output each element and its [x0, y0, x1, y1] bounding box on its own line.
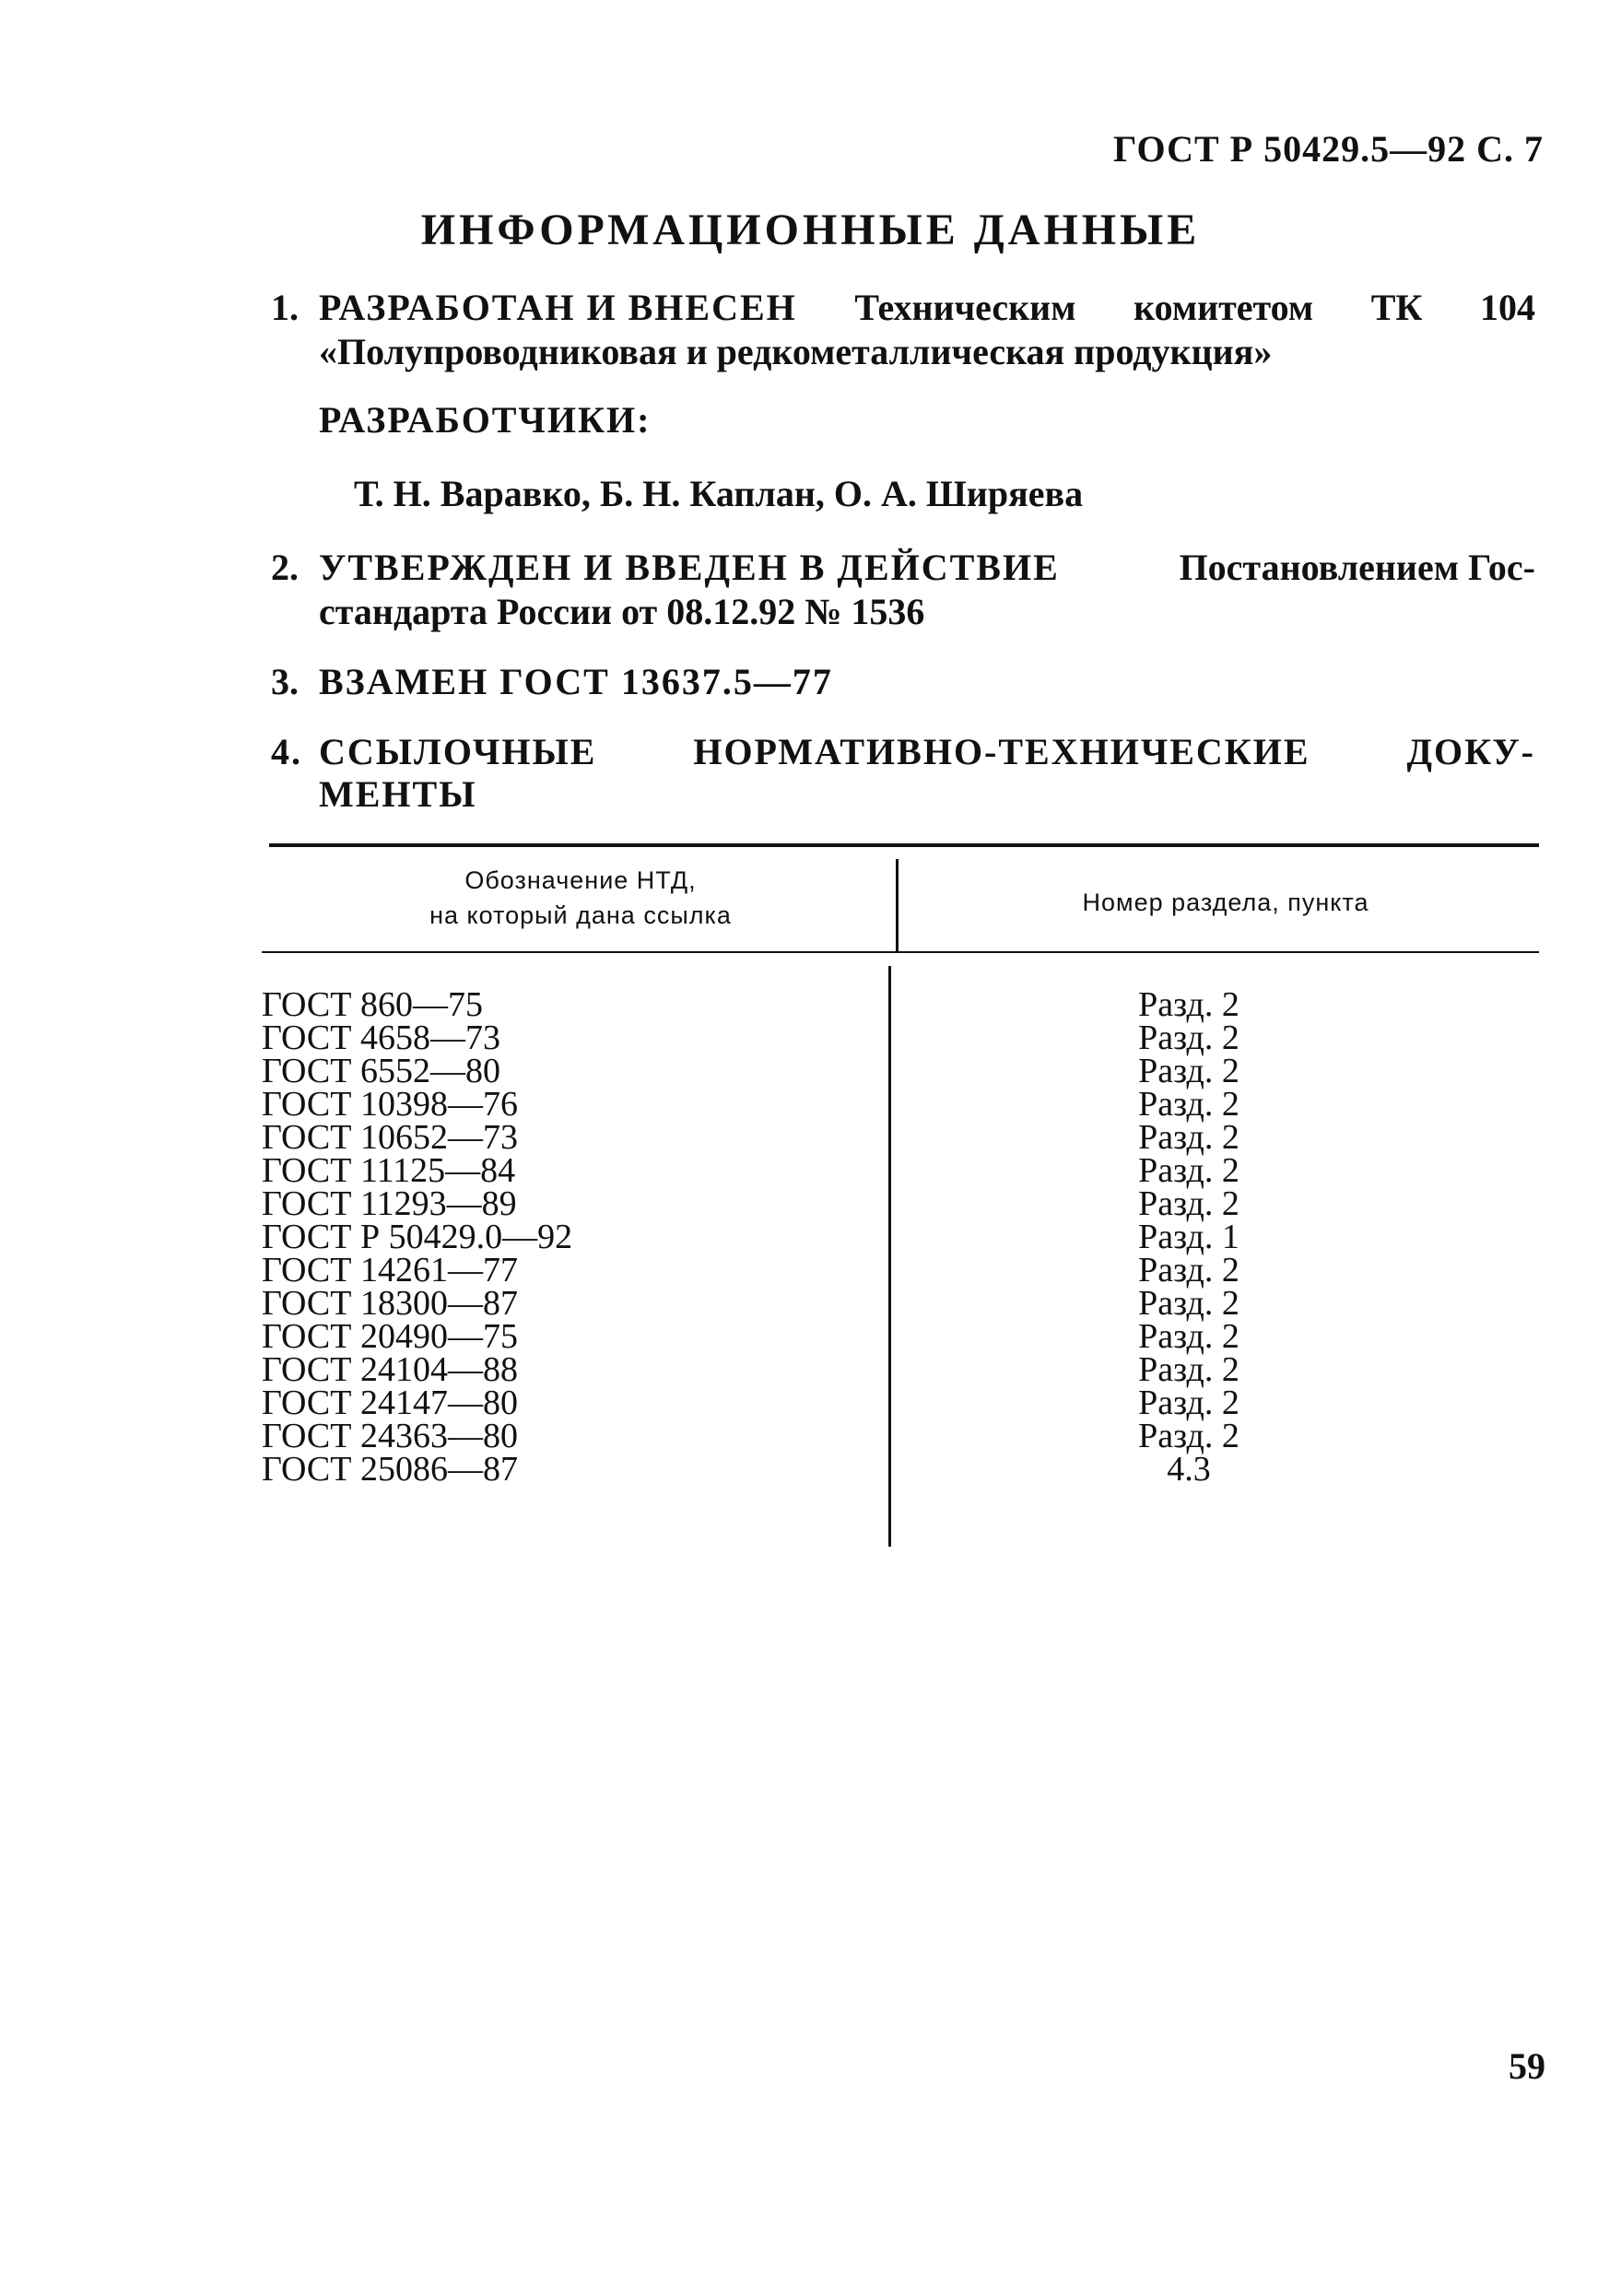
item-1-line-2: «Полупроводниковая и редкометаллическая продукция»: [319, 331, 1273, 372]
table-row-doc: ГОСТ 24104—88: [262, 1350, 518, 1389]
item-2-head: [271, 546, 1060, 590]
item-1-number: 1.: [271, 287, 299, 328]
table-header-col-1-line-2: на который дана ссылка: [429, 901, 732, 929]
item-4-word-1: ССЫЛОЧНЫЕ: [319, 731, 597, 772]
table-header-rule: [262, 951, 1539, 953]
table-header-col-2: Номер раздела, пункта: [1082, 889, 1369, 916]
table-row-section: Разд. 2: [1138, 1184, 1239, 1223]
table-header-divider: [896, 859, 899, 951]
table-row-section: Разд. 2: [1138, 1350, 1239, 1389]
table-row-doc: ГОСТ 24147—80: [262, 1383, 518, 1422]
item-1-word-2: комитетом: [1134, 287, 1314, 328]
table-header-col-1-line-1: Обозначение НТД,: [464, 866, 697, 894]
table-row-section: Разд. 2: [1138, 1118, 1239, 1157]
table-row-section: Разд. 2: [1138, 1284, 1239, 1323]
table-row-doc: ГОСТ 11293—89: [262, 1184, 517, 1223]
item-4-word-2: НОРМАТИВНО-ТЕХНИЧЕСКИЕ: [693, 731, 1310, 772]
table-row-doc: ГОСТ 20490—75: [262, 1317, 518, 1356]
page-number: 59: [1509, 2045, 1545, 2087]
table-row-doc: ГОСТ 4658—73: [262, 1018, 500, 1057]
item-3-number: 3.: [271, 661, 299, 702]
item-4-head: [271, 730, 596, 774]
table-row-doc: ГОСТ Р 50429.0—92: [262, 1218, 573, 1256]
table-row-section: Разд. 2: [1138, 1417, 1239, 1455]
table-row-section: Разд. 2: [1138, 1018, 1239, 1057]
item-4-word-3: ДОКУ-: [1406, 731, 1535, 772]
item-2-number: 2.: [271, 547, 299, 588]
table-row-section: Разд. 1: [1138, 1218, 1239, 1256]
item-3: [271, 660, 833, 704]
table-row-doc: ГОСТ 18300—87: [262, 1284, 518, 1323]
item-2-line-1: [271, 546, 1535, 590]
item-4-line-1: [271, 730, 1535, 774]
page-title: ИНФОРМАЦИОННЫЕ ДАННЫЕ: [420, 206, 1201, 254]
table-col-doc: [262, 985, 573, 1489]
item-4-number: 4.: [271, 731, 302, 772]
table-row-doc: ГОСТ 14261—77: [262, 1251, 518, 1289]
table-row-doc: ГОСТ 24363—80: [262, 1417, 518, 1455]
table-row-section: Разд. 2: [1138, 1151, 1239, 1190]
item-2-line-2: стандарта России от 08.12.92 № 1536: [319, 591, 925, 632]
item-1-word-4: 104: [1480, 287, 1535, 328]
item-1-line-1: [271, 286, 1535, 330]
table-row-section: Разд. 2: [1138, 1052, 1239, 1090]
table-row-section: Разд. 2: [1138, 1251, 1239, 1289]
item-3-text: ВЗАМЕН ГОСТ 13637.5—77: [319, 661, 833, 702]
table-row-section: Разд. 2: [1138, 985, 1239, 1024]
developers-label: РАЗРАБОТЧИКИ:: [319, 399, 652, 441]
table-row-doc: ГОСТ 25086—87: [262, 1450, 518, 1489]
item-2-heading: УТВЕРЖДЕН И ВВЕДЕН В ДЕЙСТВИЕ: [319, 547, 1060, 588]
item-4-line-2: МЕНТЫ: [319, 773, 477, 815]
item-1-heading: РАЗРАБОТАН И ВНЕСЕН: [319, 287, 797, 328]
table-row-doc: ГОСТ 10398—76: [262, 1085, 518, 1124]
table-row-section: Разд. 2: [1138, 1383, 1239, 1422]
table-row-doc: ГОСТ 860—75: [262, 985, 483, 1024]
item-1-word-1: Техническим: [854, 287, 1076, 328]
running-header: ГОСТ Р 50429.5—92 С. 7: [1113, 128, 1544, 170]
table-row-section: Разд. 2: [1138, 1317, 1239, 1356]
table-row-doc: ГОСТ 10652—73: [262, 1118, 518, 1157]
table-body-divider: [888, 966, 891, 1547]
table-top-rule: [269, 843, 1539, 847]
item-1-head: [271, 286, 797, 330]
developers-names: Т. Н. Варавко, Б. Н. Каплан, О. А. Ширяева: [354, 473, 1084, 514]
table-col-section: [1097, 985, 1281, 1489]
item-1-word-3: ТК: [1370, 287, 1423, 328]
table-row-doc: ГОСТ 6552—80: [262, 1052, 500, 1090]
table-row-section: Разд. 2: [1138, 1085, 1239, 1124]
table-row-doc: ГОСТ 11125—84: [262, 1151, 516, 1190]
item-2-line-1-rest: Постановлением Гос-: [1179, 547, 1535, 588]
table-header-col-1: [276, 863, 885, 933]
table-row-section: 4.3: [1167, 1450, 1211, 1489]
